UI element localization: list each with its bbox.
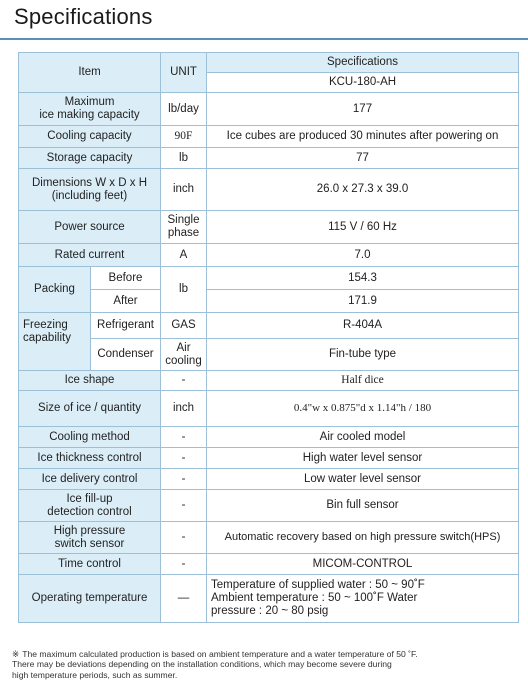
- row-label-line: Freezing: [23, 319, 68, 331]
- header-specifications: Specifications: [207, 53, 519, 73]
- row-unit: lb: [161, 148, 207, 169]
- row-value-line: pressure : 20 ~ 80 psig: [211, 605, 329, 617]
- header-item: Item: [19, 53, 161, 93]
- row-unit: —: [161, 575, 207, 623]
- header-unit: UNIT: [161, 53, 207, 93]
- row-value: Ice cubes are produced 30 minutes after powering on: [207, 126, 519, 148]
- row-value: High water level sensor: [207, 448, 519, 469]
- row-unit-line: cooling: [165, 354, 202, 367]
- row-label-line: Maximum: [64, 96, 115, 108]
- title-divider: [0, 38, 528, 40]
- row-unit: inch: [161, 391, 207, 427]
- specifications-table: [18, 52, 519, 623]
- header-model: KCU-180-AH: [207, 73, 519, 93]
- row-label-line: capability: [23, 332, 71, 344]
- row-unit-line: phase: [167, 227, 200, 239]
- row-unit: -: [161, 371, 207, 391]
- row-unit: -: [161, 427, 207, 448]
- row-value: [207, 575, 519, 623]
- row-value: Bin full sensor: [207, 490, 519, 522]
- row-label: Cooling method: [19, 427, 161, 448]
- table-row: [19, 169, 519, 211]
- row-label: Time control: [19, 554, 161, 575]
- table-row: [19, 575, 519, 623]
- row-value: 26.0 x 27.3 x 39.0: [207, 169, 519, 211]
- row-unit: -: [161, 448, 207, 469]
- table-row: [19, 448, 519, 469]
- table-row: [19, 522, 519, 554]
- row-sublabel-refrigerant: Refrigerant: [91, 313, 161, 339]
- row-label: Operating temperature: [19, 575, 161, 623]
- table-row: [19, 126, 519, 148]
- page-title: Specifications: [14, 4, 153, 29]
- row-label: Size of ice / quantity: [19, 391, 161, 427]
- row-unit: lb/day: [161, 93, 207, 126]
- table-row: [19, 391, 519, 427]
- row-unit: [161, 339, 207, 371]
- row-unit: A: [161, 244, 207, 267]
- row-value: 154.3: [207, 267, 519, 290]
- footnote-line: There may be deviations depending on the installation conditions, which may become severe during: [12, 659, 392, 670]
- table-row: [19, 339, 519, 371]
- row-value: Air cooled model: [207, 427, 519, 448]
- row-unit: -: [161, 554, 207, 575]
- row-label: Rated current: [19, 244, 161, 267]
- row-label: Power source: [19, 211, 161, 244]
- row-value-line: Temperature of supplied water : 50 ~ 90˚F: [211, 579, 425, 591]
- row-label: Cooling capacity: [19, 126, 161, 148]
- table-row: [19, 490, 519, 522]
- row-label-line: High pressure: [53, 524, 126, 537]
- row-label-line: detection control: [47, 505, 132, 518]
- row-value: 7.0: [207, 244, 519, 267]
- table-row: [19, 290, 519, 313]
- footnote-mark: ※: [12, 649, 20, 659]
- row-sublabel-before: Before: [91, 267, 161, 290]
- row-unit: -: [161, 522, 207, 554]
- row-unit: GAS: [161, 313, 207, 339]
- row-value-line: Ambient temperature : 50 ~ 100˚F Water: [211, 592, 418, 604]
- table-row: [19, 244, 519, 267]
- row-label-line: Ice fill-up: [66, 492, 113, 505]
- row-value: 0.4"w x 0.875"d x 1.14"h / 180: [207, 391, 519, 427]
- row-value: Half dice: [207, 371, 519, 391]
- row-label: Storage capacity: [19, 148, 161, 169]
- table-row: [19, 148, 519, 169]
- footnote-line: The maximum calculated production is based on ambient temperature and a water temperature of 50 ˚F.: [22, 649, 418, 659]
- table-row: [19, 267, 519, 290]
- row-sublabel-after: After: [91, 290, 161, 313]
- table-row: [19, 93, 519, 126]
- row-label: [19, 522, 161, 554]
- row-label: Ice thickness control: [19, 448, 161, 469]
- row-label: [19, 93, 161, 126]
- row-label: Ice delivery control: [19, 469, 161, 490]
- footnote-line: high temperature periods, such as summer.: [12, 669, 178, 680]
- row-unit: inch: [161, 169, 207, 211]
- row-value: MICOM-CONTROL: [207, 554, 519, 575]
- row-sublabel-condenser: Condenser: [91, 339, 161, 371]
- row-label: [19, 169, 161, 211]
- row-label-line: Dimensions W x D x H: [31, 176, 148, 189]
- row-value: 171.9: [207, 290, 519, 313]
- row-label: [19, 490, 161, 522]
- table-row: [19, 427, 519, 448]
- row-label-freezing: [19, 313, 91, 371]
- row-value: Fin-tube type: [207, 339, 519, 371]
- row-unit: -: [161, 469, 207, 490]
- table-row: [19, 211, 519, 244]
- row-label-packing: Packing: [19, 267, 91, 313]
- row-unit: lb: [161, 267, 207, 313]
- row-unit: -: [161, 490, 207, 522]
- row-value: Automatic recovery based on high pressure switch(HPS): [207, 522, 519, 554]
- table-row: [19, 554, 519, 575]
- row-label: Ice shape: [19, 371, 161, 391]
- row-value: 115 V / 60 Hz: [207, 211, 519, 244]
- row-value: 77: [207, 148, 519, 169]
- row-label-line: (including feet): [51, 189, 128, 202]
- row-unit-line: Single: [167, 214, 200, 226]
- row-value: Low water level sensor: [207, 469, 519, 490]
- row-label-line: switch sensor: [54, 537, 125, 550]
- table-header-row: [19, 53, 519, 73]
- table-row: [19, 313, 519, 339]
- table-row: [19, 371, 519, 391]
- footnote: [12, 649, 522, 680]
- row-label-line: ice making capacity: [39, 109, 140, 121]
- table-row: [19, 469, 519, 490]
- row-value: 177: [207, 93, 519, 126]
- row-value: R-404A: [207, 313, 519, 339]
- row-unit-line: Air: [176, 341, 191, 354]
- row-unit: [161, 211, 207, 244]
- row-unit: 90F: [161, 126, 207, 148]
